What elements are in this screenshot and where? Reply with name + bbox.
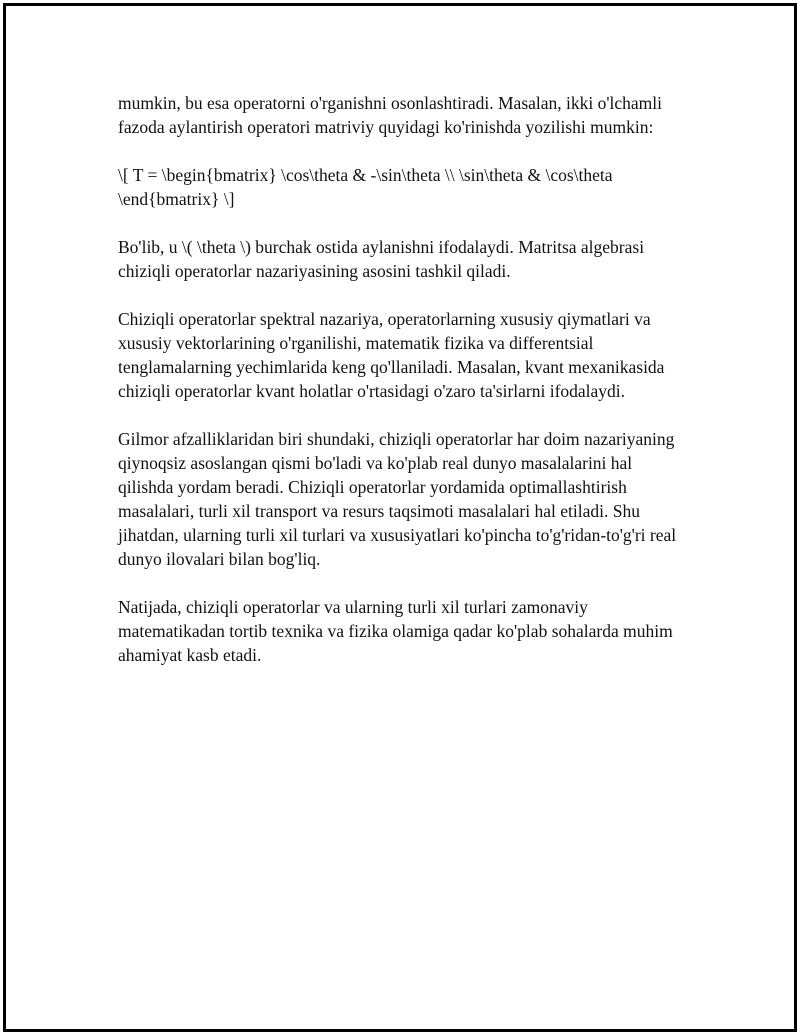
paragraph-formula: \[ T = \begin{bmatrix} \cos\theta & -\sin\theta \\ \sin\theta & \cos\theta \end{bmatrix} \] bbox=[118, 165, 613, 209]
paragraph-rotation: Bo'lib, u \( \theta \) burchak ostida aylanishni ifodalaydi. Matritsa algebrasi chiziqli operatorlar nazariyasining asosini tashkil qiladi. bbox=[118, 237, 645, 281]
document-body bbox=[118, 91, 688, 691]
paragraph-advantages: Gilmor afzalliklaridan biri shundaki, chiziqli operatorlar har doim nazariyaning qiynoqsiz asoslangan qismi bo'ladi va ko'plab real dunyo masalalarini hal qilishda yordam beradi. Chiziqli operatorlar yordamida optimallashtirish masalalari, turli xil transport va resurs taqsimoti masalalari hal etiladi. Shu jihatdan, ularning turli xil turlari va xususiyatlari ko'pincha to'g'ridan-to'g'ri real dunyo ilovalari bilan bog'liq. bbox=[118, 429, 677, 569]
paragraph-intro: mumkin, bu esa operatorni o'rganishni osonlashtiradi. Masalan, ikki o'lchamli fazoda aylantirish operatori matriviy quyidagi ko'rinishda yozilishi mumkin: bbox=[118, 93, 663, 137]
paragraph-conclusion: Natijada, chiziqli operatorlar va ularning turli xil turlari zamonaviy matematikadan tortib texnika va fizika olamiga qadar ko'plab sohalarda muhim ahamiyat kasb etadi. bbox=[118, 597, 673, 665]
paragraph-spectral: Chiziqli operatorlar spektral nazariya, operatorlarning xususiy qiymatlari va xususiy vektorlarining o'rganilishi, matematik fizika va differentsial tenglamalarning yechimlarida keng qo'llaniladi. Masalan, kvant mexanikasida chiziqli operatorlar kvant holatlar o'rtasidagi o'zaro ta'sirlarni ifodalaydi. bbox=[118, 309, 665, 401]
